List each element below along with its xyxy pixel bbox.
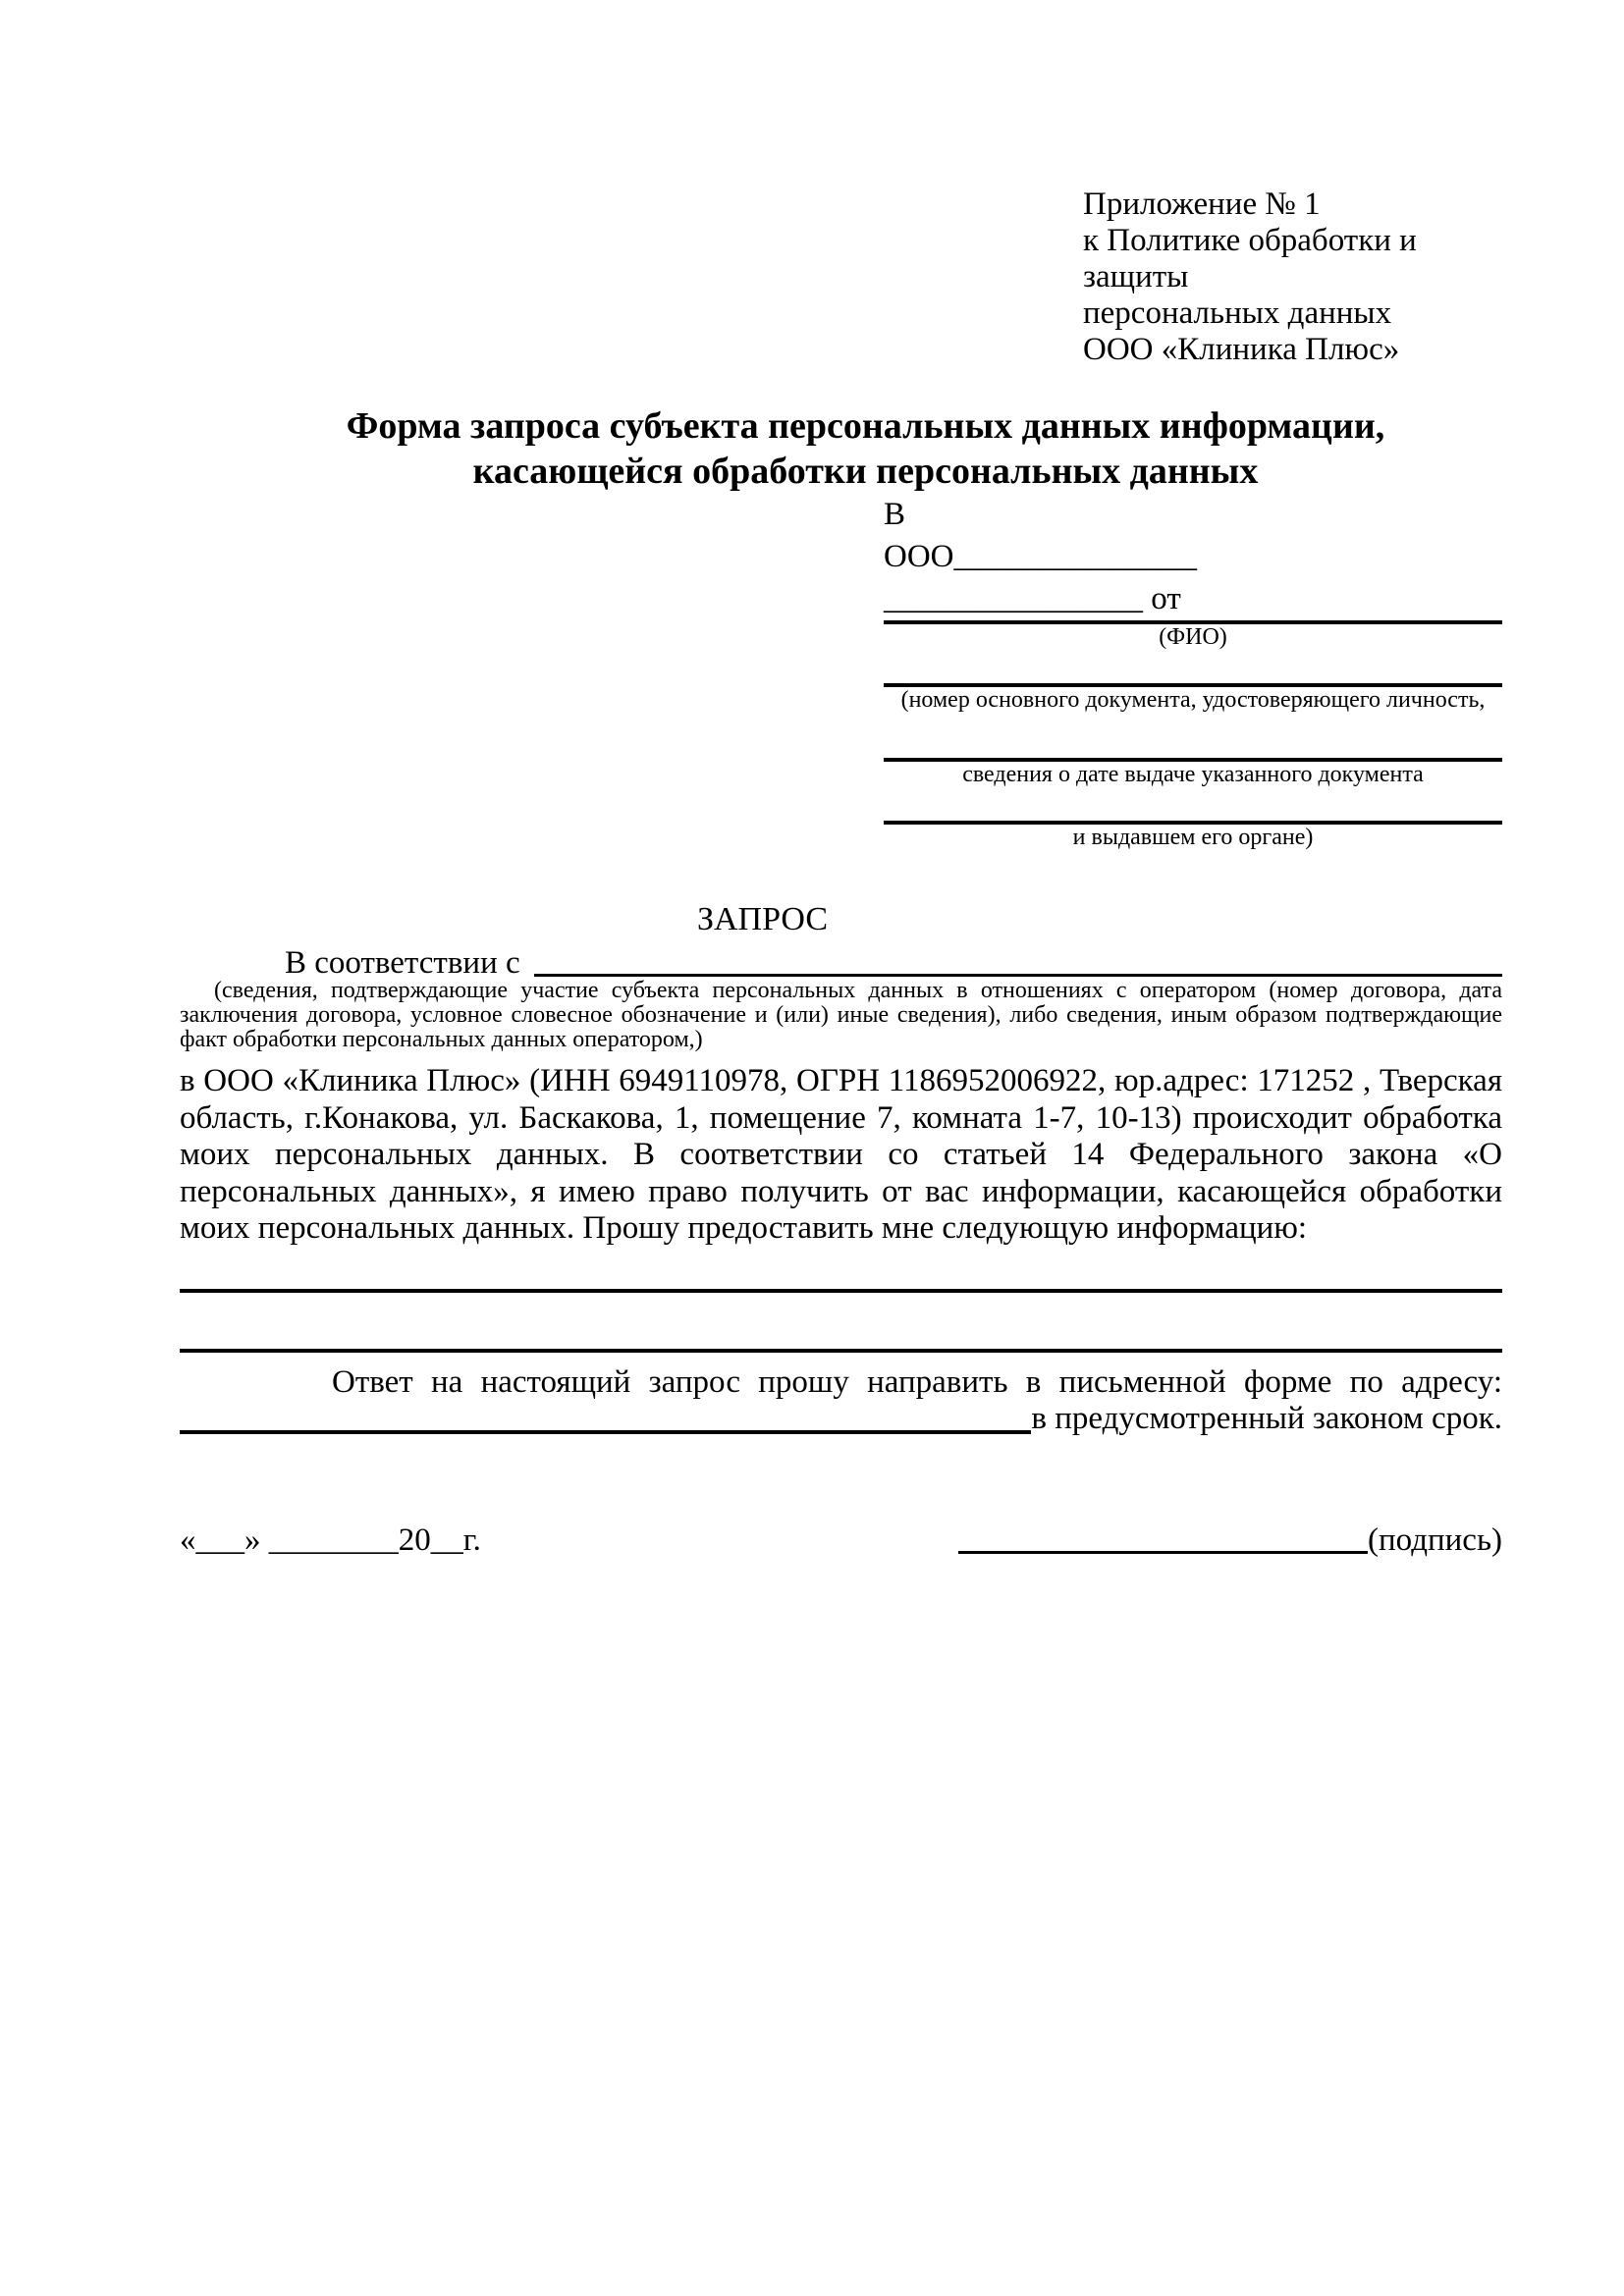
fill-in-line xyxy=(180,1289,1502,1293)
appendix-line: Приложение № 1 xyxy=(1083,187,1321,222)
addressee-block xyxy=(884,494,1502,850)
signature-caption: (подпись) xyxy=(1368,1522,1502,1558)
document-title-line: касающейся обработки персональных данных xyxy=(472,451,1259,492)
caption-issue-date: сведения о дате выдаче указанного документа xyxy=(962,762,1424,787)
caption-document-number: (номер основного документа, удостоверяющего личность, xyxy=(900,687,1486,713)
fill-in-line xyxy=(534,974,1502,977)
caption-issuing-authority: и выдавшем его органе) xyxy=(1072,825,1314,850)
in-accordance-label: В соответствии с xyxy=(285,945,520,981)
signature-line xyxy=(958,1551,1368,1554)
addressee-to: В xyxy=(884,497,906,532)
appendix-line: к Политике обработки и защиты xyxy=(1083,223,1417,294)
date-blank: «___» ________20__г. xyxy=(180,1522,481,1558)
appendix-line: ООО «Клиника Плюс» xyxy=(1083,332,1400,367)
in-accordance-line xyxy=(285,944,1502,982)
date-signature-row xyxy=(180,1522,1502,1559)
fill-in-line xyxy=(180,1430,1031,1434)
appendix-header xyxy=(1083,187,1502,368)
reply-request: Ответ на настоящий запрос прошу направить в письменной форме по адресу: xyxy=(332,1363,1502,1400)
document-title-line: Форма запроса субъекта персональных данных информации, xyxy=(346,405,1385,447)
reply-suffix: в предусмотренный законом срок. xyxy=(1031,1401,1502,1436)
appendix-line: персональных данных xyxy=(1083,295,1392,331)
request-body: в ООО «Клиника Плюс» (ИНН 6949110978, ОГРН 1186952006922, юр.адрес: 171252 , Тверская область, г.Конакова, ул. Баскакова, 1, помещение 7, комната 1-7, 10-13) происходит обработка моих персональных данных. В соответствии со статьей 14 Федерального закона «О персональных данных», я имею право получить от вас информации, касающейся обработки моих персональных данных. Прошу предоставить мне следующую информацию: xyxy=(180,1063,1502,1246)
caption-fio: (ФИО) xyxy=(1159,624,1227,650)
reply-address-line xyxy=(180,1401,1502,1438)
document-title xyxy=(180,403,1502,494)
addressee-from-blank: ________________ от xyxy=(884,581,1181,616)
signature-area xyxy=(958,1522,1502,1559)
explanatory-note: (сведения, подтверждающие участие субъекта персональных данных в отношениях с оператором (номер договора, дата заключения договора, условное словесное обозначение и (или) иные сведения), либо сведения, иным образом подтверждающие факт обработки персональных данных оператором,) xyxy=(180,978,1502,1052)
addressee-company-blank: ООО_______________ xyxy=(884,539,1197,574)
fill-in-line xyxy=(180,1349,1502,1353)
request-heading: ЗАПРОС xyxy=(696,901,829,937)
